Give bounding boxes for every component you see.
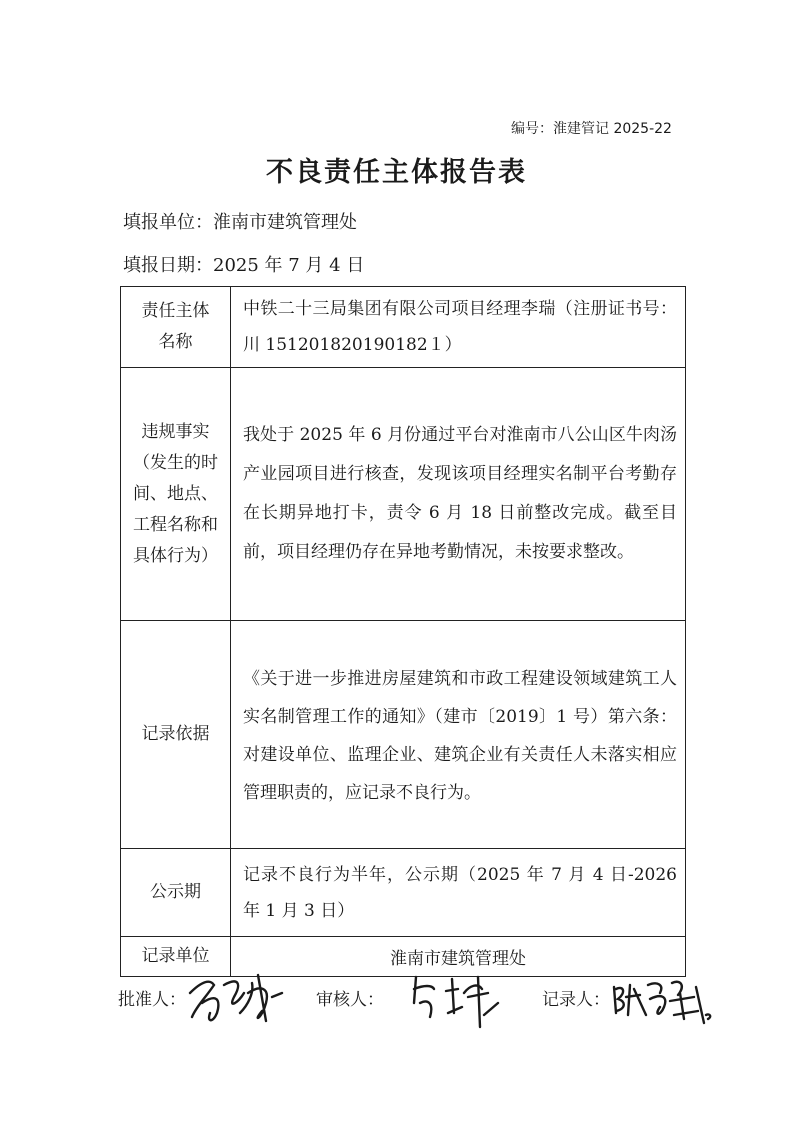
reporting-date [123, 251, 364, 277]
table-row [121, 287, 686, 368]
reporting-unit [123, 208, 357, 234]
reporting-date-label: 填报日期： [123, 255, 213, 276]
document-number: 编号：淮建管记 2025-22 [511, 121, 672, 137]
row-label-subject: 责任主体名称 [121, 287, 231, 368]
row-label-publicity: 公示期 [121, 849, 231, 937]
recorder-label: 记录人： [542, 990, 610, 1010]
report-table [120, 286, 686, 977]
page-title: 不良责任主体报告表 [266, 157, 527, 188]
table-row [121, 621, 686, 849]
reviewer-label: 审核人： [316, 990, 384, 1010]
row-label-record-unit: 记录单位 [121, 937, 231, 977]
table-row [121, 368, 686, 621]
row-value-basis: 《关于进一步推进房屋建筑和市政工程建设领域建筑工人实名制管理工作的通知》（建市〔2019〕1 号）第六条：对建设单位、监理企业、建筑企业有关责任人未落实相应管理职责的，应记录不良行为。 [231, 621, 686, 849]
approver-label: 批准人： [118, 990, 186, 1010]
reporting-unit-value: 淮南市建筑管理处 [213, 212, 357, 233]
reviewer-signature [398, 963, 508, 1033]
row-value-subject: 中铁二十三局集团有限公司项目经理李瑞（注册证书号：川 151201820190182１） [231, 287, 686, 368]
recorder-signature [608, 963, 718, 1033]
row-value-record-unit: 淮南市建筑管理处 [231, 937, 686, 977]
row-value-publicity: 记录不良行为半年，公示期（2025 年 7 月 4 日-2026 年 1 月 3 日） [231, 849, 686, 937]
row-label-violation: 违规事实（发生的时间、地点、工程名称和具体行为） [121, 368, 231, 621]
table-row [121, 849, 686, 937]
approver-signature [180, 963, 290, 1033]
signature-row [118, 985, 718, 1035]
row-value-violation: 我处于 2025 年 6 月份通过平台对淮南市八公山区牛肉汤产业园项目进行核查，发现该项目经理实名制平台考勤存在长期异地打卡，责令 6 月 18 日前整改完成。截至目前，项目经理仍存在异地考勤情况，未按要求整改。 [231, 368, 686, 621]
row-label-basis: 记录依据 [121, 621, 231, 849]
reporting-unit-label: 填报单位： [123, 212, 213, 233]
reporting-date-value: 2025 年 7 月 4 日 [213, 255, 365, 276]
